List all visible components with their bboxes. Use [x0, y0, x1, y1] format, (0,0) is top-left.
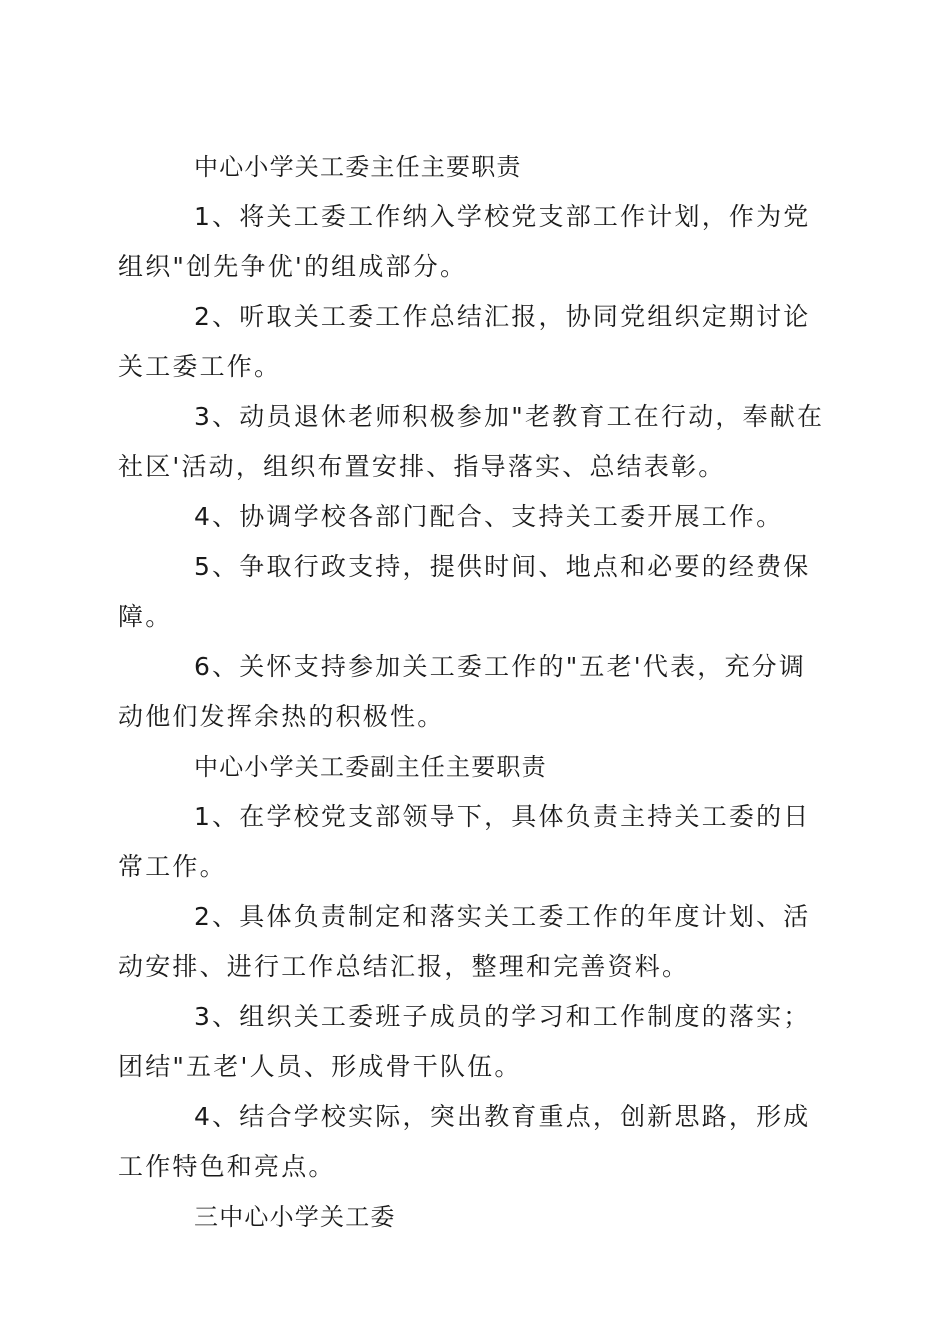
deputy-duty-1: 1、在学校党支部领导下，具体负责主持关工委的日常工作。: [118, 802, 811, 881]
director-duty-5: 5、争取行政支持，提供时间、地点和必要的经费保障。: [118, 552, 811, 631]
deputy-duty-4: 4、结合学校实际，突出教育重点，创新思路，形成工作特色和亮点。: [118, 1102, 811, 1181]
director-duty-3: 3、动员退休老师积极参加"老教育工在行动，奉献在社区'活动，组织布置安排、指导落实、总结表彰。: [118, 402, 825, 481]
section-title-third-center: 三中心小学关工委: [194, 1203, 396, 1231]
director-duty-2: 2、听取关工委工作总结汇报，协同党组织定期讨论关工委工作。: [118, 302, 811, 381]
deputy-duty-2: 2、具体负责制定和落实关工委工作的年度计划、活动安排、进行工作总结汇报，整理和完善资料。: [118, 902, 811, 981]
director-duty-6: 6、关怀支持参加关工委工作的"五老'代表，充分调动他们发挥余热的积极性。: [118, 652, 807, 731]
deputy-duty-3: 3、组织关工委班子成员的学习和工作制度的落实；团结"五老'人员、形成骨干队伍。: [118, 1002, 811, 1081]
director-duty-1: 1、将关工委工作纳入学校党支部工作计划，作为党组织"创先争优'的组成部分。: [118, 202, 811, 281]
director-duty-4: 4、协调学校各部门配合、支持关工委开展工作。: [194, 502, 784, 531]
document-body: [118, 142, 828, 1242]
section-title-deputy-duties: 中心小学关工委副主任主要职责: [194, 753, 547, 781]
section-title-director-duties: 中心小学关工委主任主要职责: [194, 153, 522, 181]
